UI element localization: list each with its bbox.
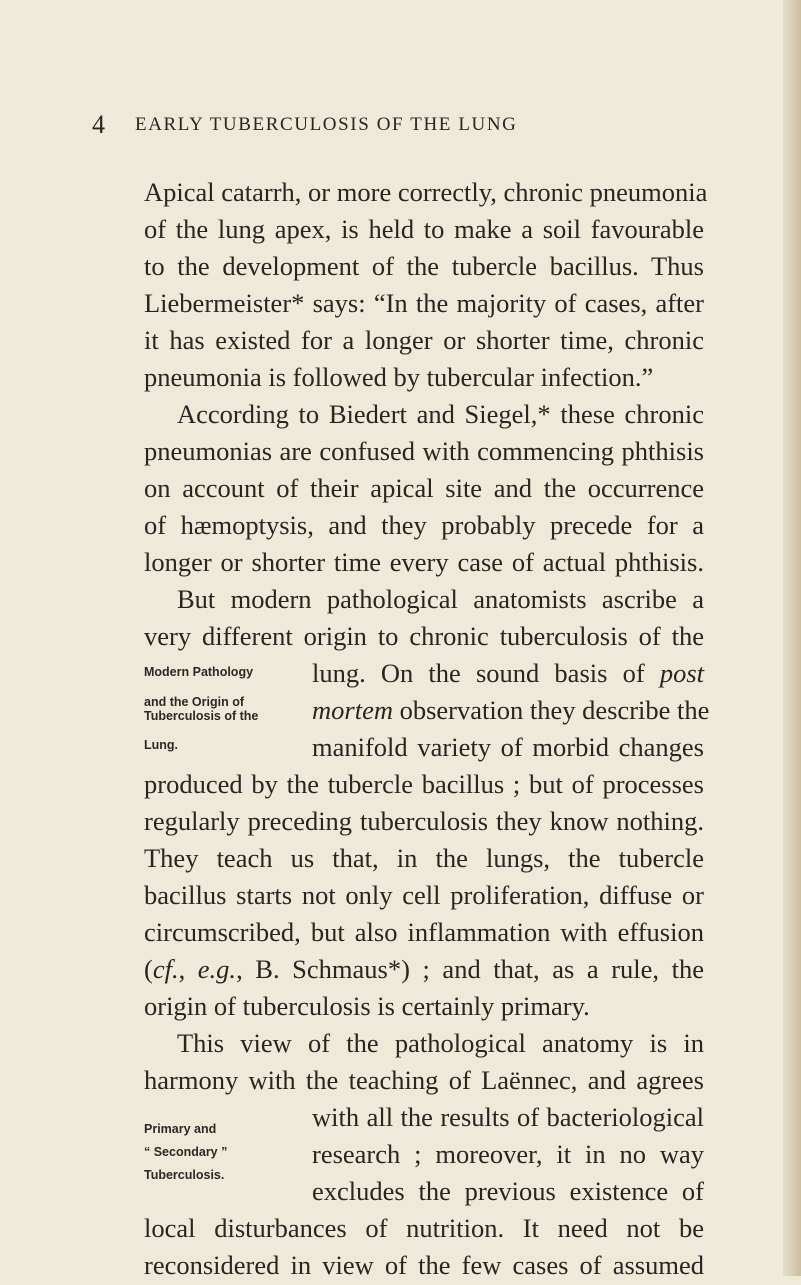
side-note-line: “ Secondary ”	[144, 1145, 228, 1159]
text-line: manifold variety of morbid changes	[312, 732, 704, 762]
text-line: But modern pathological anatomists ascribe a	[177, 584, 704, 614]
text-line: They teach us that, in the lungs, the tubercle	[144, 843, 704, 873]
text-line: bacillus starts not only cell proliferation, diffuse or	[144, 880, 704, 910]
text-line: regularly preceding tuberculosis they know nothing.	[144, 806, 704, 836]
text-line: of hæmoptysis, and they probably precede for a	[144, 510, 704, 540]
text-line: very different origin to chronic tuberculosis of the	[144, 621, 704, 651]
page-number: 4	[92, 110, 105, 139]
page-edge-shadow	[783, 0, 801, 1276]
page-header	[0, 110, 801, 140]
text-line-italic-mortem: mortem observation they describe the	[312, 695, 710, 725]
text-line: to the development of the tubercle bacillus. Thus	[144, 251, 704, 281]
text-line-italic-post: lung. On the sound basis of post	[312, 658, 704, 688]
text-line: excludes the previous existence of	[312, 1176, 704, 1206]
text-line: harmony with the teaching of Laënnec, and agrees	[144, 1065, 704, 1095]
side-note-line: Tuberculosis of the	[144, 709, 259, 723]
text-line: Apical catarrh, or more correctly, chronic pneumonia	[144, 177, 708, 207]
text-line: of the lung apex, is held to make a soil favourable	[144, 214, 704, 244]
text-line: longer or shorter time every case of actual phthisis.	[144, 547, 704, 577]
text-line: on account of their apical site and the occurrence	[144, 473, 704, 503]
text-line: local disturbances of nutrition. It need not be	[144, 1213, 704, 1243]
text-line: This view of the pathological anatomy is in	[177, 1028, 704, 1058]
text-line: it has existed for a longer or shorter time, chronic	[144, 325, 704, 355]
text-line: Liebermeister* says: “In the majority of cases, after	[144, 288, 704, 318]
text-line: produced by the tubercle bacillus ; but of processes	[144, 769, 704, 799]
side-note-line: Modern Pathology	[144, 665, 254, 679]
text-line: pneumonia is followed by tubercular infection.”	[144, 362, 654, 392]
side-note-line: and the Origin of	[144, 695, 244, 709]
running-head: EARLY TUBERCULOSIS OF THE LUNG	[135, 114, 518, 135]
text-line: research ; moreover, it in no way	[312, 1139, 704, 1169]
text-line-italic-cf: (cf., e.g., B. Schmaus*) ; and that, as a rule, the	[144, 954, 705, 984]
text-line: reconsidered in view of the few cases of assumed	[144, 1250, 704, 1280]
text-line: pneumonias are confused with commencing phthisis	[144, 436, 704, 466]
text-line: circumscribed, but also inflammation with effusion	[144, 917, 704, 947]
text-line: According to Biedert and Siegel,* these chronic	[177, 399, 704, 429]
side-note-line: Primary and	[144, 1122, 217, 1136]
side-note-line: Lung.	[144, 738, 179, 752]
text-line: origin of tuberculosis is certainly primary.	[144, 991, 590, 1021]
side-note-line: Tuberculosis.	[144, 1168, 225, 1182]
text-line: with all the results of bacteriological	[312, 1102, 704, 1132]
